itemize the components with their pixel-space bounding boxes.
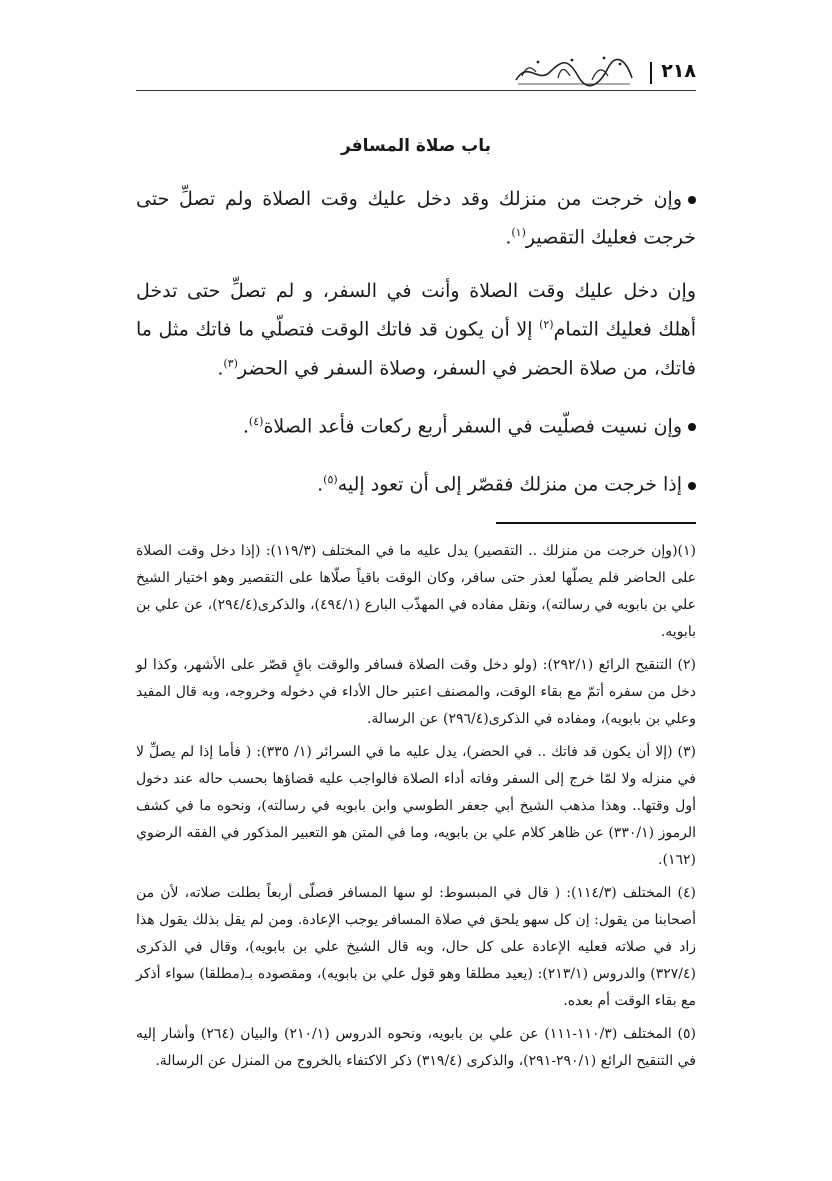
paragraph-4 [136, 463, 696, 501]
paragraph-end: . [317, 473, 324, 496]
footnote-ref[interactable]: (٥) [323, 473, 338, 487]
footnote-ref[interactable]: (٣) [223, 356, 238, 370]
paragraph-text: وإن دخل عليك وقت الصلاة وأنت في السفر، و لم تصلِّ حتى تدخل أهلك فعليك التمام [136, 280, 696, 341]
journal-logo [508, 50, 638, 90]
paragraph-end: . [242, 415, 249, 438]
footnote-rule [496, 522, 696, 524]
page-header [136, 46, 696, 90]
paragraph-end: . [217, 356, 224, 379]
footnote-1: (١)(وإن خرجت من منزلك .. التقصير) يدل عليه ما في المختلف (١١٩/٣): (إذا دخل وقت الصلاة على الحاضر فلم يصلّها لعذر حتى سافر، وكان الوقت باقياً صلّاها على التقصير وهو اختيار الشيخ علي بن بابويه في رسالته)، ونقل مفاده في المهذّب البارع (٤٩٤/١)، والذكرى(٢٩٤/٤)، عن علي بن بابويه. [136, 542, 696, 640]
paragraph-1 [136, 182, 696, 254]
header-separator [650, 62, 652, 84]
paragraph-2 [136, 274, 696, 385]
footnote-ref[interactable]: (١) [511, 226, 526, 239]
page-number: ٢١٨ [661, 60, 696, 82]
footnote-4: (٤) المختلف (١١٤/٣): ( قال في المبسوط: لو سها المسافر فصلّى أربعاً بطلت صلاته، لأن من أصحابنا من يقول: إن كل سهو يلحق في صلاة المسافر يوجب الإعادة. ومن لم يقل بذلك يقول هذا زاد في صلاته فعليه الإعادة على كل حال، وبه قال الشيخ علي بن بابويه)، وقال في الذكرى (٣٢٧/٤) والدروس (٢١٣/١): (يعيد مطلقا وهو قول علي بن بابويه)، ومقصوده بـ(مطلقا) سواء أذكر مع بقاء الوقت أم بعده. [136, 884, 697, 1009]
header-rule [136, 90, 696, 91]
chapter-title: باب صلاة المسافر [340, 136, 492, 156]
bullet-icon [688, 482, 696, 490]
footnote-2: (٢) التنقيح الرائع (٢٩٢/١): (ولو دخل وقت الصلاة فسافر والوقت باقٍ قصّر على الأشهر، وكذا لو دخل من سفره أتمّ مع بقاء الوقت، والمصنف اعتبر حال الأداء في دخوله وخروجه، وبه قال المفيد وعلي بن بابويه)، ومفاده في الذكرى(٢٩٦/٤) عن الرسالة. [136, 656, 697, 727]
bullet-icon [688, 423, 696, 431]
footnote-3: (٣) (إلا أن يكون قد فاتك .. في الحضر)، يدل عليه ما في السرائر (١/ ٣٣٥): ( فأما إذا لم يصلِّ لا في منزله ولا لمّا خرج إلى السفر وفاته أداء الصلاة فالواجب عليه قضاؤها بحسب حاله عند دخول أول وقتها.. وهذا مذهب الشيخ أبي جعفر الطوسي وابن بابويه في رسالته)، ونحوه ما في كشف الرموز (٣٣٠/١) عن ظاهر كلام علي بن بابويه، وما في المتن هو التعبير المذكور في الفقه الرضوي (١٦٢). [136, 743, 697, 868]
footnote-ref[interactable]: (٢) [539, 318, 554, 332]
page-body [136, 128, 696, 1081]
footnote-5: (٥) المختلف (١١٠/٣-١١١) عن علي بن بابويه، ونحوه الدروس (٢١٠/١) والبيان (٢٦٤) وأشار إليه في التنقيح الرائع (٢٩٠/١-٢٩١)، والذكرى (٣١٩/٤) ذكر الاكتفاء بالخروج من المنزل عن الرسالة. [136, 1025, 697, 1069]
paragraph-text: إذا خرجت من منزلك فقصّر إلى أن تعود إليه [337, 473, 682, 496]
paragraph-3 [136, 405, 696, 443]
paragraph-end: . [505, 226, 512, 249]
paragraph-text: وإن نسيت فصلّيت في السفر أربع ركعات فأعد الصلاة [263, 415, 682, 438]
paragraph-text-continued: إلا أن يكون قد فاتك الوقت فتصلّي ما فاتك مثل ما فاتك، من صلاة الحضر في السفر، وصلاة السفر في الحضر [136, 318, 696, 379]
paragraph-text: وإن خرجت من منزلك وقد دخل عليك وقت الصلاة ولم تصلِّ حتى خرجت فعليك التقصير [136, 188, 696, 249]
bullet-icon [688, 196, 696, 204]
footnote-ref[interactable]: (٤) [248, 414, 264, 428]
